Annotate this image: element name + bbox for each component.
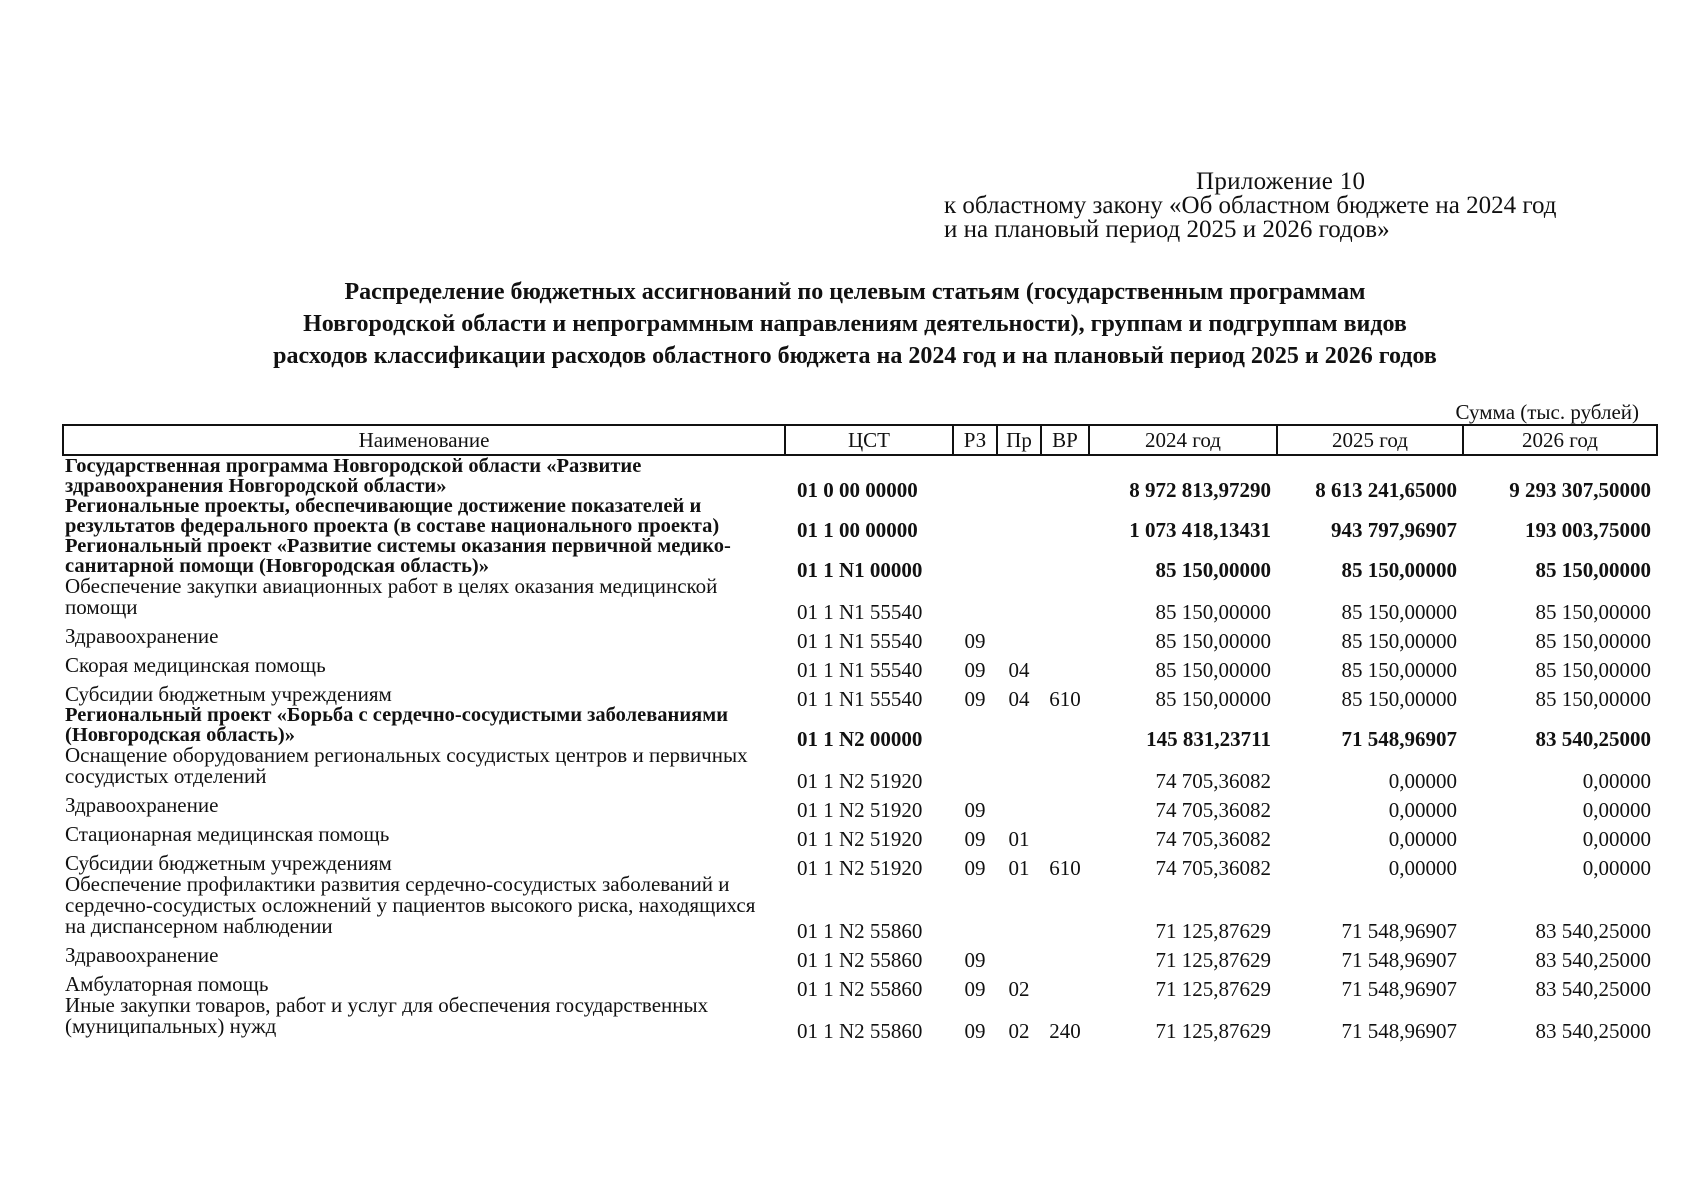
row-vr	[1041, 618, 1089, 647]
row-2026	[1463, 576, 1657, 624]
row-name: Региональный проект «Развитие системы оказания первичной медико-санитарной помощи (Новгородская область)»	[65, 535, 731, 577]
row-pr-value: 01	[1008, 856, 1030, 880]
row-rz	[953, 745, 997, 787]
row-cst-value: 01 1 00 00000	[797, 518, 918, 542]
row-2024-value: 74 705,36082	[1155, 798, 1271, 822]
row-name: Государственная программа Новгородской области «Развитие здравоохранения Новгородской области»	[65, 455, 642, 497]
row-name: Оснащение оборудованием региональных сосудистых центров и первичных сосудистых отделений	[65, 743, 748, 788]
table-row	[63, 496, 1657, 536]
row-2024-value: 1 073 418,13431	[1129, 518, 1271, 542]
row-2026	[1463, 745, 1657, 793]
row-2026-value: 85 150,00000	[1535, 629, 1651, 653]
document-title	[120, 276, 1590, 372]
row-rz-value: 09	[964, 798, 986, 822]
row-2024-value: 71 125,87629	[1155, 919, 1271, 943]
row-2026	[1463, 705, 1657, 751]
row-2024-value: 71 125,87629	[1155, 948, 1271, 972]
table-row	[63, 536, 1657, 576]
header-vr: ВР	[1041, 425, 1089, 455]
row-pr-value: 02	[1008, 977, 1030, 1001]
row-name: Амбулаторная помощь	[65, 972, 269, 996]
row-cst	[785, 536, 953, 582]
row-2025	[1277, 874, 1463, 943]
row-rz-value: 09	[964, 948, 986, 972]
row-2024-value: 85 150,00000	[1155, 600, 1271, 624]
row-2025	[1277, 576, 1463, 624]
row-2025	[1277, 496, 1463, 542]
row-2025-value: 71 548,96907	[1341, 919, 1457, 943]
row-pr	[997, 705, 1041, 745]
row-vr-value: 240	[1049, 1019, 1081, 1043]
row-rz-value: 09	[964, 629, 986, 653]
row-rz-value: 09	[964, 977, 986, 1001]
row-rz	[953, 455, 997, 496]
row-vr	[1041, 937, 1089, 966]
row-2025-value: 0,00000	[1388, 769, 1457, 793]
row-vr	[1041, 576, 1089, 618]
row-2025	[1277, 536, 1463, 582]
row-2025-value: 71 548,96907	[1341, 948, 1457, 972]
row-cst	[785, 874, 953, 943]
row-cst-value: 01 1 N2 51920	[797, 798, 923, 822]
row-vr	[1041, 966, 1089, 995]
document-title-line-2: Новгородской области и непрограммным направлениям деятельности), группам и подгруппам видов	[303, 311, 1407, 337]
row-2026	[1463, 455, 1657, 502]
row-cst-value: 01 1 N2 55860	[797, 919, 923, 943]
row-2025-value: 943 797,96907	[1331, 518, 1457, 542]
row-2025	[1277, 745, 1463, 793]
row-2026-value: 83 540,25000	[1535, 977, 1651, 1001]
row-2026-value: 0,00000	[1582, 827, 1651, 851]
appendix-note	[944, 170, 1557, 242]
table-row	[63, 745, 1657, 787]
row-2024-value: 8 972 813,97290	[1129, 478, 1271, 502]
row-cst-value: 01 1 N2 55860	[797, 977, 923, 1001]
row-2026	[1463, 874, 1657, 943]
row-2025	[1277, 705, 1463, 751]
row-2026-value: 85 150,00000	[1535, 687, 1651, 711]
row-pr	[997, 745, 1041, 787]
row-name: Стационарная медицинская помощь	[65, 822, 390, 846]
row-cst-value: 01 1 N1 55540	[797, 629, 923, 653]
row-vr	[1041, 816, 1089, 845]
row-cst-value: 01 1 N1 55540	[797, 600, 923, 624]
row-2025-value: 71 548,96907	[1341, 727, 1457, 751]
header-cst: ЦСТ	[785, 425, 953, 455]
row-2024-value: 85 150,00000	[1155, 687, 1271, 711]
row-pr	[997, 816, 1041, 851]
row-2024	[1089, 995, 1277, 1043]
row-2026-value: 193 003,75000	[1525, 518, 1651, 542]
table-row	[63, 995, 1657, 1037]
row-2025-value: 8 613 241,65000	[1315, 478, 1457, 502]
appendix-line-2: и на плановый период 2025 и 2026 годов»	[944, 216, 1390, 243]
row-cst-value: 01 1 N2 55860	[797, 1019, 923, 1043]
row-pr	[997, 455, 1041, 496]
row-cst-value: 01 1 N2 51920	[797, 856, 923, 880]
row-2026-value: 0,00000	[1582, 798, 1651, 822]
row-cst-value: 01 1 N2 51920	[797, 827, 923, 851]
header-name: Наименование	[63, 425, 785, 455]
row-cst-value: 01 1 N2 55860	[797, 948, 923, 972]
row-name: Скорая медицинская помощь	[65, 653, 326, 677]
row-2024-value: 85 150,00000	[1155, 629, 1271, 653]
row-cst	[785, 705, 953, 751]
row-2025-value: 0,00000	[1388, 856, 1457, 880]
row-2024	[1089, 536, 1277, 582]
row-vr	[1041, 845, 1089, 880]
row-name: Региональные проекты, обеспечивающие достижение показателей и результатов федерального проекта (в составе национального проекта)	[65, 495, 720, 537]
row-rz	[953, 496, 997, 536]
row-cst	[785, 455, 953, 502]
row-2024	[1089, 874, 1277, 943]
row-2025-value: 71 548,96907	[1341, 1019, 1457, 1043]
row-name: Региональный проект «Борьба с сердечно-сосудистыми заболеваниями (Новгородская область)»	[65, 704, 729, 746]
row-pr	[997, 874, 1041, 937]
row-2025-value: 85 150,00000	[1341, 558, 1457, 582]
table-row	[63, 874, 1657, 937]
row-2026-value: 85 150,00000	[1535, 558, 1651, 582]
row-2024-value: 74 705,36082	[1155, 769, 1271, 793]
row-name: Здравоохранение	[65, 943, 219, 967]
row-name: Иные закупки товаров, работ и услуг для обеспечения государственных (муниципальных) нужд	[65, 993, 709, 1038]
row-2026	[1463, 995, 1657, 1043]
header-2025: 2025 год	[1277, 425, 1463, 455]
row-rz-value: 09	[964, 658, 986, 682]
row-name: Обеспечение закупки авиационных работ в целях оказания медицинской помощи	[65, 574, 718, 619]
row-vr	[1041, 705, 1089, 745]
row-name: Здравоохранение	[65, 793, 219, 817]
row-rz	[953, 536, 997, 576]
row-2025-value: 71 548,96907	[1341, 977, 1457, 1001]
row-2025-value: 0,00000	[1388, 798, 1457, 822]
row-2024-value: 71 125,87629	[1155, 1019, 1271, 1043]
row-rz-value: 09	[964, 827, 986, 851]
header-rz: РЗ	[953, 425, 997, 455]
row-2024-value: 71 125,87629	[1155, 977, 1271, 1001]
row-pr	[997, 787, 1041, 816]
row-rz-value: 09	[964, 1019, 986, 1043]
appendix-title: Приложение 10	[1196, 168, 1366, 195]
row-rz-value: 09	[964, 687, 986, 711]
header-2024: 2024 год	[1089, 425, 1277, 455]
row-cst-value: 01 1 N2 51920	[797, 769, 923, 793]
row-2024	[1089, 455, 1277, 502]
row-2026-value: 0,00000	[1582, 769, 1651, 793]
row-cst-value: 01 1 N1 55540	[797, 687, 923, 711]
row-2025-value: 85 150,00000	[1341, 600, 1457, 624]
budget-table	[62, 424, 1658, 1043]
row-pr	[997, 647, 1041, 682]
row-vr	[1041, 995, 1089, 1043]
row-pr	[997, 618, 1041, 647]
row-2024-value: 74 705,36082	[1155, 856, 1271, 880]
row-rz	[953, 937, 997, 972]
row-name: Субсидии бюджетным учреждениям	[65, 682, 392, 706]
row-rz	[953, 618, 997, 653]
header-pr: Пр	[997, 425, 1041, 455]
row-2025	[1277, 455, 1463, 502]
row-rz	[953, 576, 997, 618]
table-header-row	[63, 425, 1657, 455]
document-title-line-1: Распределение бюджетных ассигнований по целевым статьям (государственным программам	[344, 279, 1366, 305]
table-row	[63, 576, 1657, 618]
row-2026-value: 9 293 307,50000	[1509, 478, 1651, 502]
row-cst	[785, 576, 953, 624]
row-2024-value: 145 831,23711	[1146, 727, 1271, 751]
row-vr	[1041, 676, 1089, 711]
header-2026: 2026 год	[1463, 425, 1657, 455]
row-pr	[997, 937, 1041, 966]
row-cst-value: 01 1 N2 00000	[797, 727, 923, 751]
document-title-line-3: расходов классификации расходов областного бюджета на 2024 год и на плановый период 2025 и 2026 годов	[273, 343, 1437, 369]
row-2024	[1089, 576, 1277, 624]
table-row	[63, 455, 1657, 496]
row-2026-value: 85 150,00000	[1535, 600, 1651, 624]
row-rz	[953, 874, 997, 937]
row-rz	[953, 787, 997, 822]
row-vr	[1041, 787, 1089, 816]
row-2025-value: 85 150,00000	[1341, 658, 1457, 682]
row-rz	[953, 705, 997, 745]
row-vr	[1041, 496, 1089, 536]
appendix-line-1: к областному закону «Об областном бюджете на 2024 год	[944, 192, 1557, 219]
row-pr-value: 02	[1008, 1019, 1030, 1043]
row-vr	[1041, 455, 1089, 496]
units-note: Сумма (тыс. рублей)	[1455, 400, 1639, 424]
row-pr	[997, 576, 1041, 618]
row-pr	[997, 496, 1041, 536]
row-name: Субсидии бюджетным учреждениям	[65, 851, 392, 875]
row-rz	[953, 995, 997, 1043]
row-cst-value: 01 1 N1 00000	[797, 558, 923, 582]
row-2026	[1463, 536, 1657, 582]
row-2025-value: 85 150,00000	[1341, 629, 1457, 653]
row-2024	[1089, 705, 1277, 751]
row-2026-value: 83 540,25000	[1535, 727, 1651, 751]
row-name: Обеспечение профилактики развития сердечно-сосудистых заболеваний и сердечно-сосудистых осложнений у пациентов высокого риска, находящихся на диспансерном наблюдении	[65, 872, 756, 938]
row-vr	[1041, 874, 1089, 937]
row-vr	[1041, 536, 1089, 576]
row-vr	[1041, 745, 1089, 787]
row-2025-value: 0,00000	[1388, 827, 1457, 851]
row-2026	[1463, 496, 1657, 542]
row-cst	[785, 745, 953, 793]
row-2024	[1089, 745, 1277, 793]
row-name: Здравоохранение	[65, 624, 219, 648]
table-row	[63, 705, 1657, 745]
row-pr-value: 01	[1008, 827, 1030, 851]
row-2024	[1089, 496, 1277, 542]
row-2026-value: 0,00000	[1582, 856, 1651, 880]
row-cst-value: 01 1 N1 55540	[797, 658, 923, 682]
row-pr	[997, 966, 1041, 1001]
row-pr-value: 04	[1008, 658, 1030, 682]
row-vr	[1041, 647, 1089, 676]
row-2025-value: 85 150,00000	[1341, 687, 1457, 711]
row-pr	[997, 536, 1041, 576]
row-2024-value: 85 150,00000	[1155, 658, 1271, 682]
row-2024-value: 74 705,36082	[1155, 827, 1271, 851]
row-cst	[785, 995, 953, 1043]
row-2026-value: 83 540,25000	[1535, 948, 1651, 972]
row-vr-value: 610	[1049, 687, 1081, 711]
row-cst-value: 01 0 00 00000	[797, 478, 918, 502]
table-body	[63, 455, 1657, 1043]
row-rz-value: 09	[964, 856, 986, 880]
row-2025	[1277, 995, 1463, 1043]
row-vr-value: 610	[1049, 856, 1081, 880]
table-header	[63, 425, 1657, 455]
row-cst	[785, 496, 953, 542]
row-pr-value: 04	[1008, 687, 1030, 711]
row-2026-value: 83 540,25000	[1535, 919, 1651, 943]
row-2024-value: 85 150,00000	[1155, 558, 1271, 582]
row-pr	[997, 995, 1041, 1043]
row-2026-value: 83 540,25000	[1535, 1019, 1651, 1043]
row-2026-value: 85 150,00000	[1535, 658, 1651, 682]
